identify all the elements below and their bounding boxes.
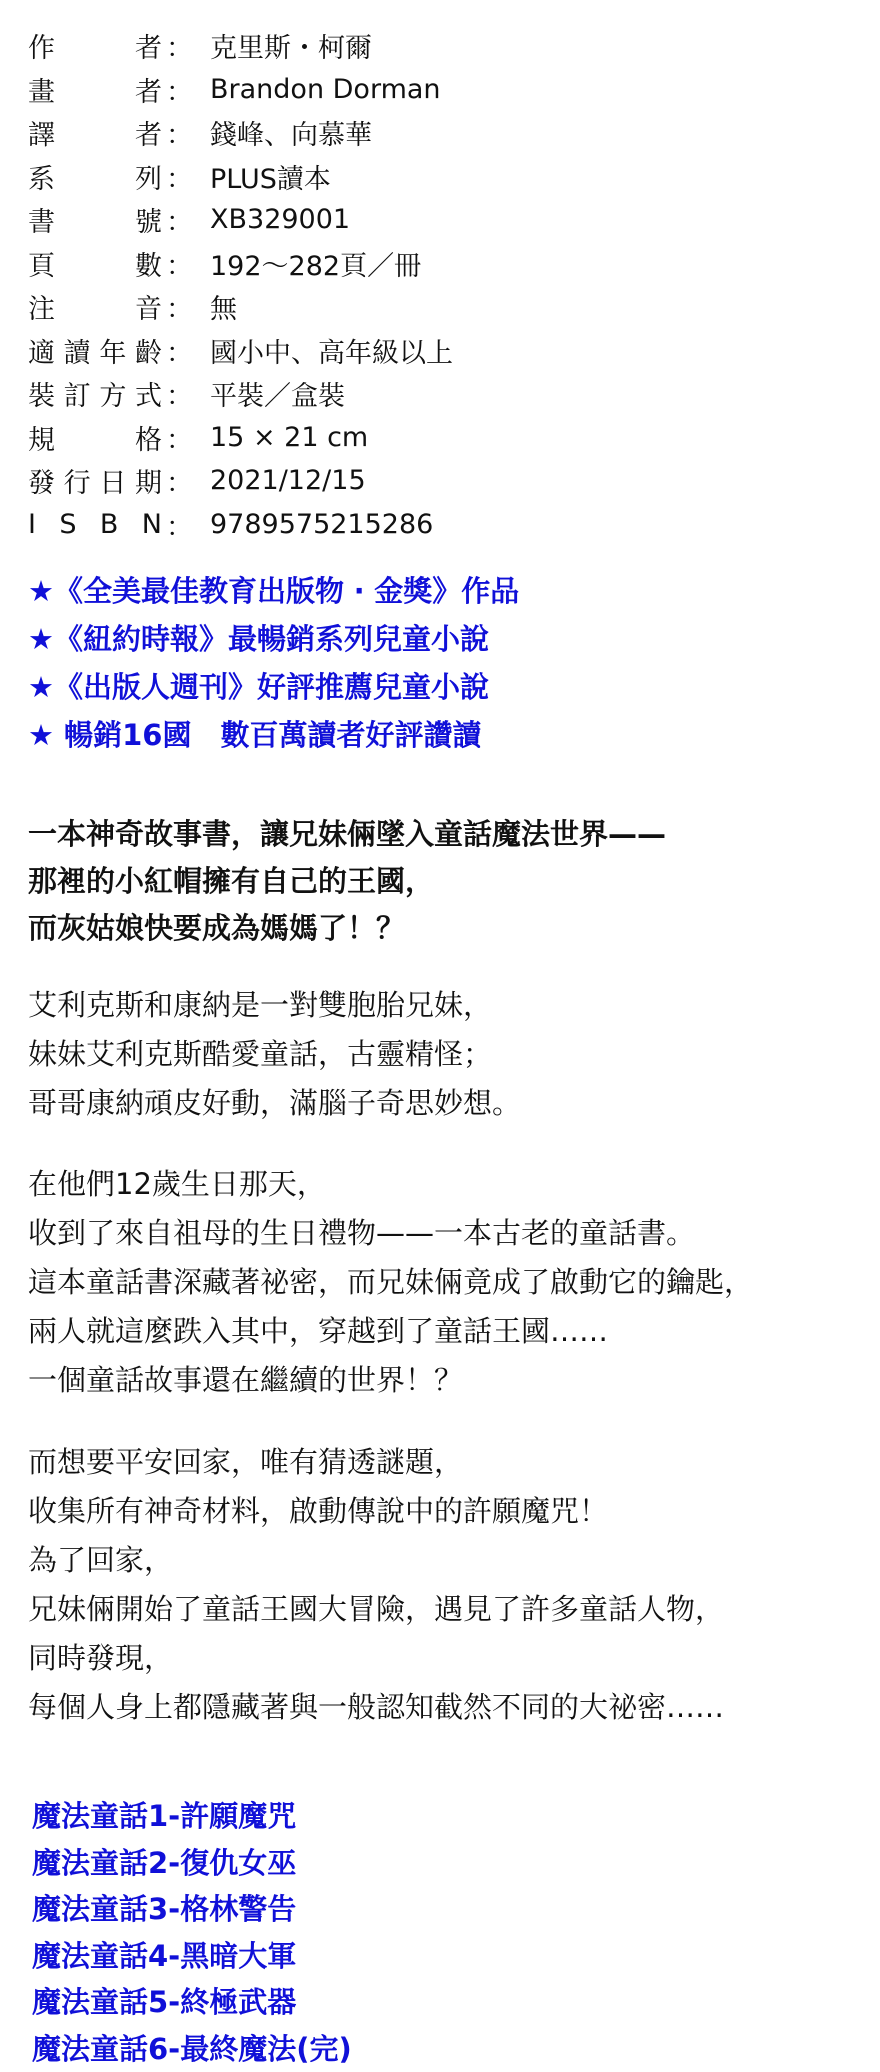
meta-label-char: 書 — [28, 200, 55, 239]
meta-label — [28, 374, 162, 413]
meta-colon: ： — [162, 418, 210, 457]
series-title: 魔法童話5-終極武器 — [32, 1979, 852, 2026]
meta-label-char: 期 — [135, 461, 162, 500]
synopsis-paragraph-2 — [28, 1160, 858, 1405]
meta-row — [28, 285, 848, 329]
synopsis-line: 兄妹倆開始了童話王國大冒險，遇見了許多童話人物， — [28, 1585, 858, 1634]
meta-label-char: 列 — [135, 157, 162, 196]
meta-label-char: 格 — [135, 418, 162, 457]
meta-label-char: 者 — [135, 113, 162, 152]
meta-row — [28, 503, 848, 547]
meta-row — [28, 372, 848, 416]
tagline-line: 那裡的小紅帽擁有自己的王國， — [28, 858, 858, 905]
meta-row — [28, 111, 848, 155]
meta-label — [28, 70, 162, 109]
meta-label-char: 譯 — [28, 113, 55, 152]
meta-value: 無 — [210, 287, 848, 326]
synopsis-paragraph-3 — [28, 1438, 858, 1732]
series-title: 魔法童話2-復仇女巫 — [32, 1840, 852, 1887]
tagline-line: 而灰姑娘快要成為媽媽了！？ — [28, 905, 858, 952]
meta-value: 2021/12/15 — [210, 465, 848, 496]
meta-label-char: 音 — [135, 287, 162, 326]
highlight-line: ★ 暢銷16國 數百萬讀者好評讚讀 — [28, 711, 848, 759]
award-highlights — [28, 567, 848, 759]
meta-label-char: 規 — [28, 418, 55, 457]
highlight-line: ★《出版人週刊》好評推薦兒童小說 — [28, 663, 848, 711]
meta-label-char: 頁 — [28, 244, 55, 283]
meta-label-char: 號 — [135, 200, 162, 239]
meta-label — [28, 200, 162, 239]
meta-colon: ： — [162, 244, 210, 283]
meta-value: 克里斯・柯爾 — [210, 26, 848, 65]
meta-label-char: 方 — [99, 374, 126, 413]
meta-value: 192～282頁／冊 — [210, 244, 848, 283]
meta-row — [28, 329, 848, 373]
synopsis-line: 為了回家， — [28, 1536, 858, 1585]
series-title: 魔法童話6-最終魔法(完) — [32, 2026, 852, 2072]
synopsis-line: 兩人就這麼跌入其中，穿越到了童話王國…… — [28, 1307, 858, 1356]
book-meta-table — [28, 24, 848, 546]
meta-label-char: 讀 — [64, 331, 91, 370]
meta-label-char: 年 — [99, 331, 126, 370]
synopsis-paragraph-1 — [28, 981, 858, 1128]
highlight-line: ★《全美最佳教育出版物 ‧ 金獎》作品 — [28, 567, 848, 615]
meta-label-char: 發 — [28, 461, 55, 500]
meta-label-char: 注 — [28, 287, 55, 326]
meta-colon: ： — [162, 200, 210, 239]
meta-colon: ： — [162, 331, 210, 370]
highlight-line: ★《紐約時報》最暢銷系列兒童小說 — [28, 615, 848, 663]
meta-label-char: 日 — [99, 461, 126, 500]
meta-colon: ： — [162, 26, 210, 65]
meta-row — [28, 242, 848, 286]
meta-value: 9789575215286 — [210, 509, 848, 540]
meta-value: PLUS讀本 — [210, 157, 848, 196]
meta-label-char: 訂 — [64, 374, 91, 413]
synopsis-line: 一個童話故事還在繼續的世界！？ — [28, 1356, 858, 1405]
meta-row — [28, 68, 848, 112]
meta-label — [28, 418, 162, 457]
synopsis-line: 艾利克斯和康納是一對雙胞胎兄妹， — [28, 981, 858, 1030]
meta-label — [28, 244, 162, 283]
meta-label-char: N — [142, 509, 162, 540]
meta-label-char: S — [59, 509, 76, 540]
synopsis-line: 而想要平安回家，唯有猜透謎題， — [28, 1438, 858, 1487]
meta-row — [28, 416, 848, 460]
meta-row — [28, 459, 848, 503]
meta-row — [28, 155, 848, 199]
meta-row — [28, 24, 848, 68]
synopsis-line: 這本童話書深藏著祕密，而兄妹倆竟成了啟動它的鑰匙， — [28, 1258, 858, 1307]
meta-label-char: 畫 — [28, 70, 55, 109]
meta-label-char: 者 — [135, 26, 162, 65]
meta-label-char: 齡 — [135, 331, 162, 370]
tagline-line: 一本神奇故事書，讓兄妹倆墜入童話魔法世界—— — [28, 811, 858, 858]
meta-colon: ： — [162, 374, 210, 413]
meta-colon: ： — [162, 287, 210, 326]
synopsis-line: 收集所有神奇材料，啟動傳說中的許願魔咒！ — [28, 1487, 858, 1536]
meta-label — [28, 461, 162, 500]
meta-label — [28, 287, 162, 326]
synopsis-line: 哥哥康納頑皮好動，滿腦子奇思妙想。 — [28, 1079, 858, 1128]
meta-label-char: 行 — [64, 461, 91, 500]
meta-label-char: I — [28, 509, 36, 540]
synopsis-line: 收到了來自祖母的生日禮物——一本古老的童話書。 — [28, 1209, 858, 1258]
meta-colon: ： — [162, 157, 210, 196]
meta-value: XB329001 — [210, 204, 848, 235]
meta-row — [28, 198, 848, 242]
meta-label-char: 作 — [28, 26, 55, 65]
meta-label — [28, 26, 162, 65]
meta-label-char: 裝 — [28, 374, 55, 413]
meta-colon: ： — [162, 70, 210, 109]
synopsis-line: 妹妹艾利克斯酷愛童話，古靈精怪； — [28, 1030, 858, 1079]
meta-value: Brandon Dorman — [210, 74, 848, 105]
meta-label — [28, 331, 162, 370]
meta-colon: ： — [162, 113, 210, 152]
meta-label — [28, 113, 162, 152]
meta-value: 平裝／盒裝 — [210, 374, 848, 413]
meta-colon: ： — [162, 505, 210, 544]
meta-value: 國小中、高年級以上 — [210, 331, 848, 370]
tagline — [28, 811, 858, 952]
series-list — [32, 1793, 852, 2072]
meta-label — [28, 509, 162, 540]
meta-colon: ： — [162, 461, 210, 500]
series-title: 魔法童話1-許願魔咒 — [32, 1793, 852, 1840]
meta-label-char: 式 — [135, 374, 162, 413]
meta-label-char: 者 — [135, 70, 162, 109]
synopsis-line: 每個人身上都隱藏著與一般認知截然不同的大祕密…… — [28, 1683, 858, 1732]
series-title: 魔法童話3-格林警告 — [32, 1886, 852, 1933]
synopsis-line: 在他們12歲生日那天， — [28, 1160, 858, 1209]
meta-label-char: 數 — [135, 244, 162, 283]
meta-label-char: B — [100, 509, 119, 540]
meta-label-char: 系 — [28, 157, 55, 196]
meta-value: 錢峰、向慕華 — [210, 113, 848, 152]
meta-label — [28, 157, 162, 196]
synopsis-line: 同時發現， — [28, 1634, 858, 1683]
series-title: 魔法童話4-黑暗大軍 — [32, 1933, 852, 1980]
meta-value: 15 × 21 cm — [210, 422, 848, 453]
meta-label-char: 適 — [28, 331, 55, 370]
